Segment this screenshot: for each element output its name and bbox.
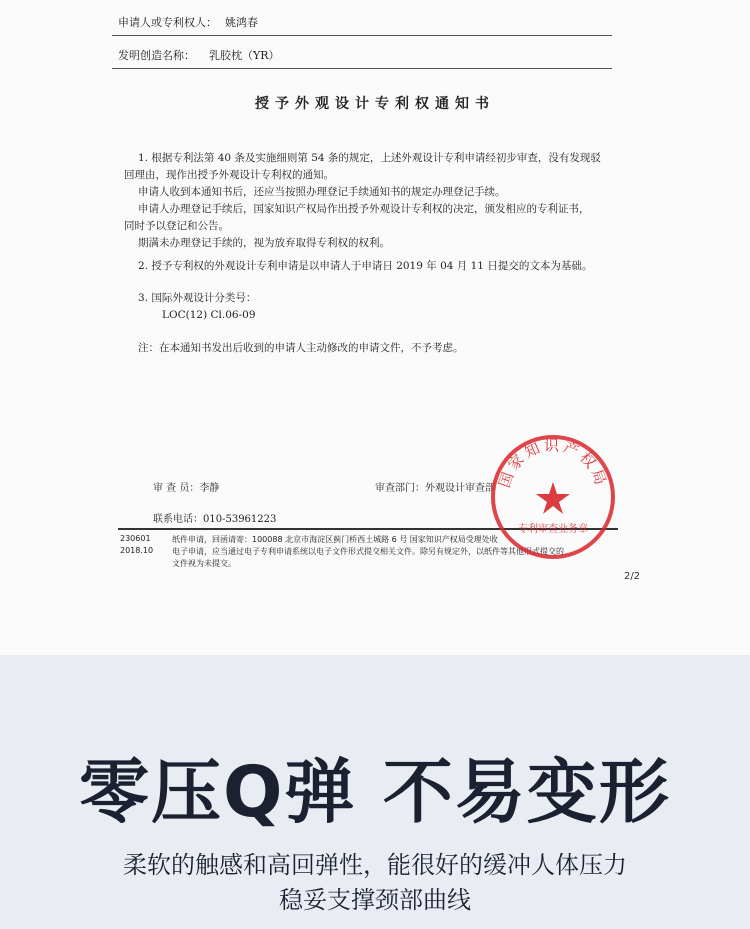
paragraph-line: 申请人办理登记手续后，国家知识产权局作出授予外观设计专利权的决定，颁发相应的专利证书，	[138, 203, 590, 215]
applicant-value: 姚鸿春	[225, 16, 258, 29]
seal-star-icon	[536, 482, 570, 514]
seal-outer-text: 国家知识产权局	[495, 436, 611, 490]
official-seal	[488, 432, 618, 562]
paragraph-line: 2. 授予专利权的外观设计专利申请是以申请人于申请日 2019 年 04 月 11 日提交的文本为基础。	[138, 260, 593, 272]
applicant-row	[118, 14, 258, 30]
contact-phone: 联系电话：010-53961223	[153, 514, 277, 525]
paragraph-2	[124, 258, 624, 275]
footer-line: 电子申请，应当通过电子专利申请系统以电子文件形式提交相关文件。除另有规定外，以纸件等其他形式提交的	[172, 547, 564, 556]
applicant-label: 申请人或专利权人：	[118, 16, 217, 29]
paragraph-line: 回理由，现作出授予外观设计专利权的通知。	[124, 169, 334, 181]
form-code: 230601	[120, 534, 151, 543]
paragraph-line: 同时予以登记和公告。	[124, 220, 229, 232]
divider	[112, 35, 612, 36]
invention-label: 发明创造名称：	[118, 49, 195, 62]
promo-subtitle: 柔软的触感和高回弹性，能很好的缓冲人体压力	[123, 851, 627, 879]
paragraph-line: 申请人收到本通知书后，还应当按照办理登记手续通知书的规定办理登记手续。	[138, 186, 506, 198]
invention-value: 乳胶枕（YR）	[209, 49, 280, 62]
notice-title: 授予外观设计专利权通知书	[255, 96, 495, 112]
invention-row	[118, 47, 280, 63]
footer-line: 文件视为未提交。	[172, 559, 236, 568]
paragraph-1	[124, 150, 624, 252]
form-date: 2018.10	[120, 546, 154, 555]
paragraph-line: 1. 根据专利法第 40 条及实施细则第 54 条的规定，上述外观设计专利申请经初步审查，没有发现驳	[138, 152, 601, 164]
promo-subtitle: 稳妥支撑颈部曲线	[279, 886, 471, 914]
seal-inner-text: 专利审查业务章	[518, 524, 588, 535]
svg-text:国家知识产权局	[495, 437, 610, 490]
paragraph-line: 3. 国际外观设计分类号：	[138, 292, 257, 304]
note-text: 注：在本通知书发出后收到的申请人主动修改的申请文件，不予考虑。	[138, 342, 464, 354]
note	[124, 340, 624, 357]
footer-line: 纸件申请，回函请寄：100088 北京市海淀区蓟门桥西土城路 6 号 国家知识产权局受理处收	[172, 535, 498, 544]
review-department: 审查部门：外观设计审查部	[375, 483, 495, 494]
paragraph-line: 期满未办理登记手续的，视为放弃取得专利权的权利。	[138, 237, 390, 249]
divider	[112, 68, 612, 69]
examiner: 审 查 员：李静	[153, 483, 220, 494]
page-number: 2/2	[624, 571, 641, 582]
promo-headline: 零压Q弹 不易变形	[79, 751, 671, 833]
classification-code: LOC(12) Cl.06-09	[162, 309, 256, 321]
paragraph-3	[124, 290, 624, 324]
